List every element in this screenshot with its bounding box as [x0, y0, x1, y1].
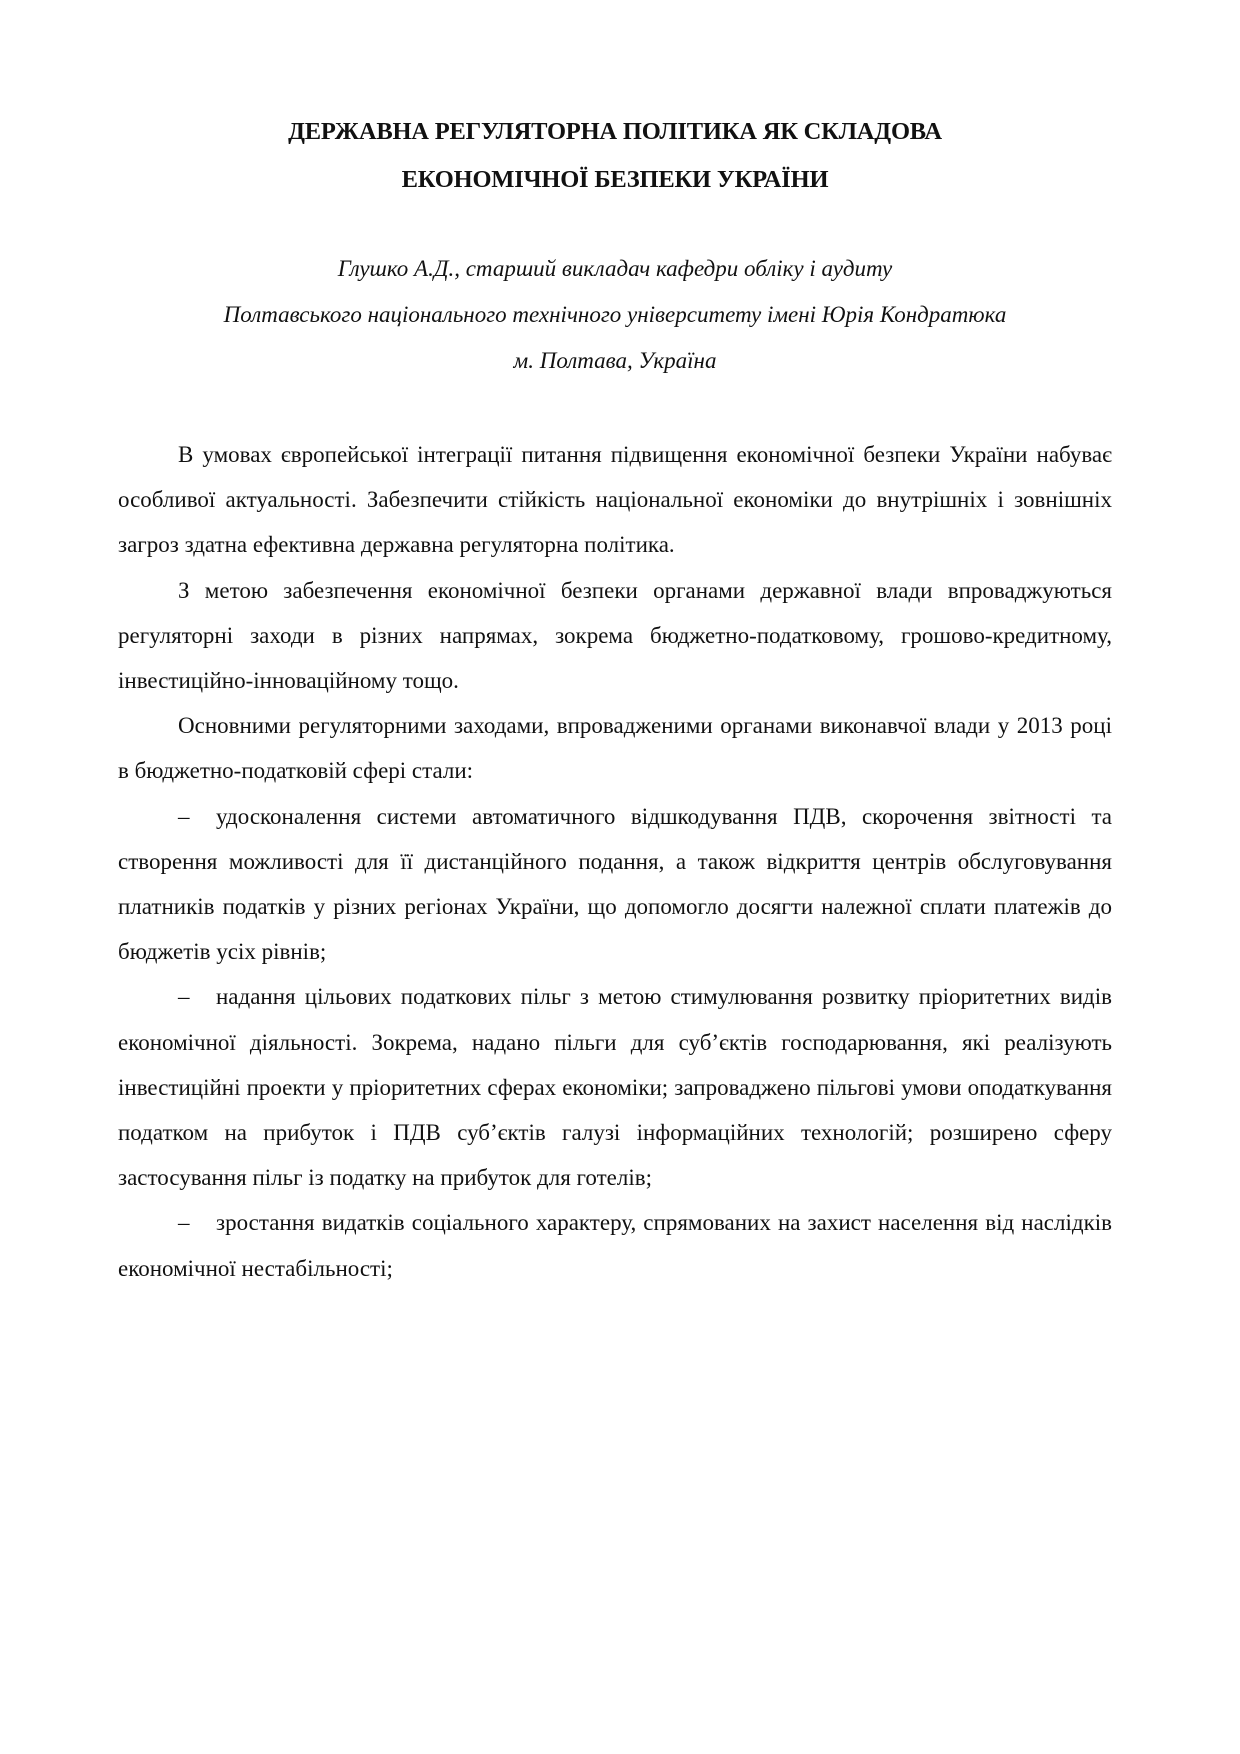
- list-item: [118, 1200, 1112, 1290]
- author-name-position: Глушко А.Д., старший викладач кафедри обліку і аудиту: [337, 256, 893, 281]
- document-page: [118, 108, 1112, 1291]
- paragraph: В умовах європейської інтеграції питання підвищення економічної безпеки України набуває особливої актуальності. Забезпечити стійкість національної економіки до внутрішніх і зовнішніх загроз здатна ефективна державна регуляторна політика.: [118, 442, 1112, 558]
- author-location: м. Полтава, Україна: [513, 348, 717, 373]
- paragraph: З метою забезпечення економічної безпеки органами державної влади впроваджуються регуляторні заходи в різних напрямах, зокрема бюджетно-податковому, грошово-кредитному, інвестиційно-інноваційному тощо.: [118, 577, 1112, 694]
- list-item-text: удосконалення системи автоматичного відшкодування ПДВ, скорочення звітності та створення можливості для її дистанційного подання, а також відкриття центрів обслуговування платників податків у різних регіонах України, що допомогло досягти належної сплати платежів до бюджетів усіх рівнів;: [118, 803, 1112, 965]
- list-item: [118, 794, 1112, 975]
- title-line-2: ЕКОНОМІЧНОЇ БЕЗПЕКИ УКРАЇНИ: [401, 166, 829, 193]
- title-line-1: ДЕРЖАВНА РЕГУЛЯТОРНА ПОЛІТИКА ЯК СКЛАДОВА: [288, 118, 942, 145]
- article-body: [118, 432, 1112, 1291]
- list-dash-marker: –: [178, 1210, 190, 1236]
- paragraph: Основними регуляторними заходами, впровадженими органами виконавчої влади у 2013 році в бюджетно-податковій сфері стали:: [118, 713, 1112, 784]
- list-item: [118, 974, 1112, 1200]
- list-item-text: зростання видатків соціального характеру, спрямованих на захист населення від наслідків економічної нестабільності;: [118, 1210, 1112, 1281]
- author-block: [118, 246, 1112, 384]
- list-dash-marker: –: [178, 803, 190, 829]
- document-title: [118, 108, 1112, 204]
- list-item-text: надання цільових податкових пільг з метою стимулювання розвитку пріоритетних видів економічної діяльності. Зокрема, надано пільги для суб’єктів господарювання, які реалізують інвестиційні проекти у пріоритетних сферах економіки; запроваджено пільгові умови оподаткування податком на прибуток і ПДВ суб’єктів галузі інформаційних технологій; розширено сферу застосування пільг із податку на прибуток для готелів;: [118, 984, 1112, 1191]
- list-dash-marker: –: [178, 984, 190, 1010]
- author-affiliation: Полтавського національного технічного університету імені Юрія Кондратюка: [223, 302, 1007, 327]
